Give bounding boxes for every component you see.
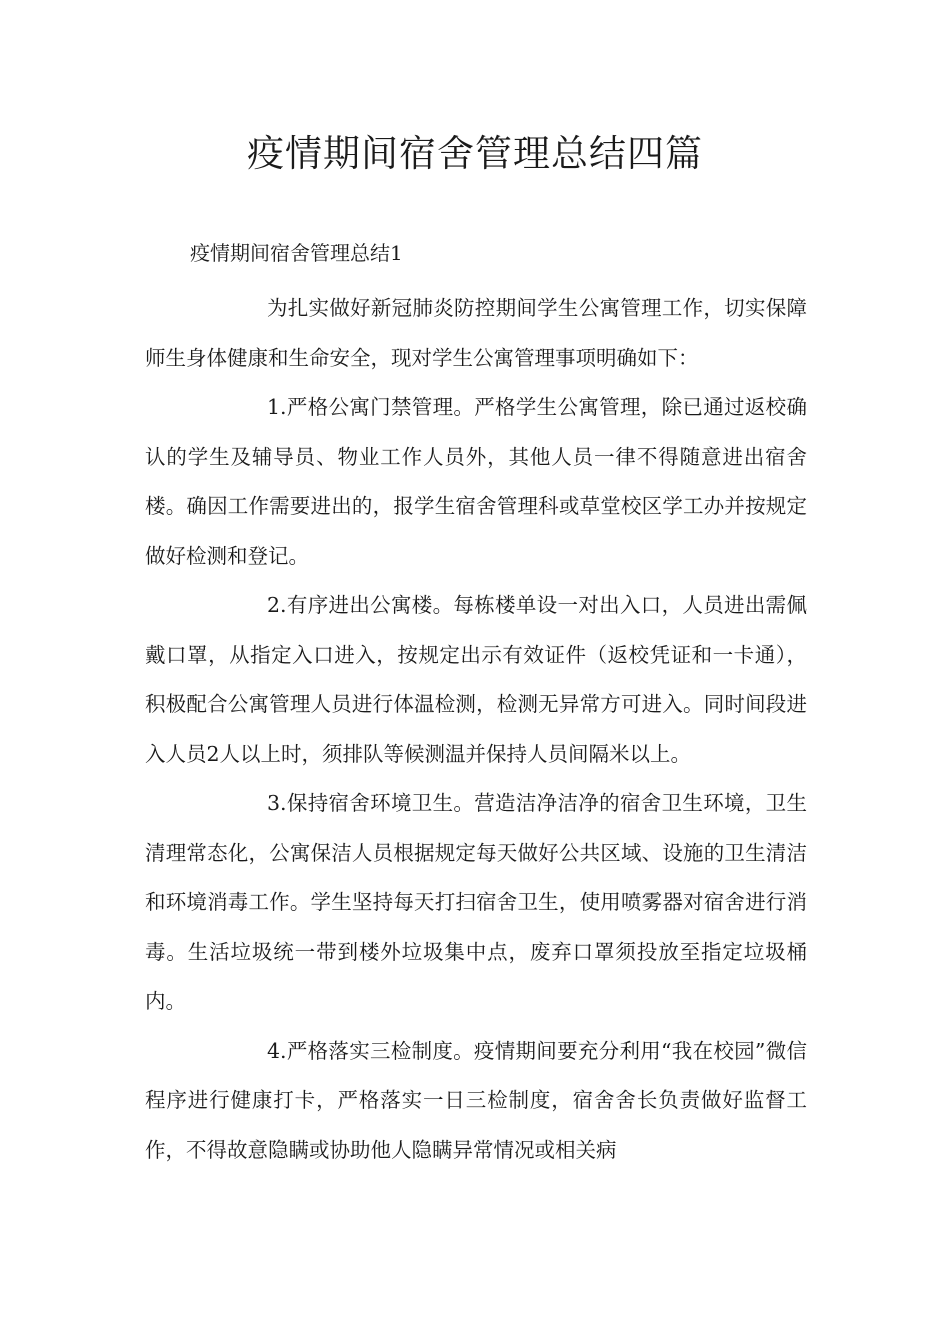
paragraph-item-2: 2.有序进出公寓楼。每栋楼单设一对出入口，人员进出需佩戴口罩，从指定入口进入，按规定出示有效证件（返校凭证和一卡通），积极配合公寓管理人员进行体温检测，检测无异常方可进入。同时间段进入人员2人以上时，须排队等候测温并保持人员间隔米以上。: [145, 593, 807, 766]
document-title: 疫情期间宿舍管理总结四篇: [247, 132, 703, 175]
paragraph-item-4: 4.严格落实三检制度。疫情期间要充分利用“我在校园”微信程序进行健康打卡，严格落实一日三检制度，宿舍舍长负责做好监督工作，不得故意隐瞒或协助他人隐瞒异常情况或相关病: [145, 1038, 807, 1162]
section-subtitle: 疫情期间宿舍管理总结1: [190, 241, 403, 265]
paragraph-item-3: 3.保持宿舍环境卫生。营造洁净洁净的宿舍卫生环境，卫生清理常态化，公寓保洁人员根据规定每天做好公共区域、设施的卫生清洁和环境消毒工作。学生坚持每天打扫宿舍卫生，使用喷雾器对宿舍进行消毒。生活垃圾统一带到楼外垃圾集中点，废弃口罩须投放至指定垃圾桶内。: [145, 791, 807, 1013]
document-body: [145, 284, 807, 1175]
paragraph-item-1: 1.严格公寓门禁管理。严格学生公寓管理，除已通过返校确认的学生及辅导员、物业工作人员外，其他人员一律不得随意进出宿舍楼。确因工作需要进出的，报学生宿舍管理科或草堂校区学工办并按规定做好检测和登记。: [145, 395, 807, 568]
paragraph-intro: 为扎实做好新冠肺炎防控期间学生公寓管理工作，切实保障师生身体健康和生命安全，现对学生公寓管理事项明确如下：: [145, 296, 807, 370]
